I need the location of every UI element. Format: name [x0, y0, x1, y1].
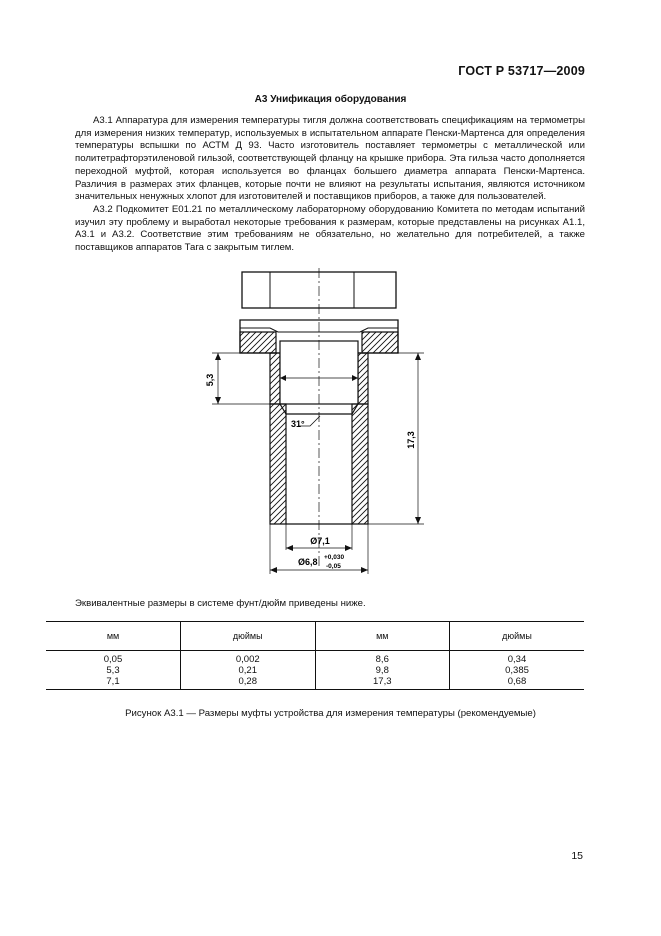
paragraph-a3-1: А3.1 Аппаратура для измерения температуры тигля должна соответствовать спецификациям на термометры для измерения низких температур, используемых в испытательном аппарате Пенски-Мартенса для определения температуры вспышки по АСТМ Д 93. Часто изготовитель поставляет термометры с металлической или политетрафторэтиленовой гильзой, соответствующей фланцу на крышке прибора. Эта гильза часто дополняется переходной муфтой, которая используется во фланцах большего диаметра аппарата Пенски-Мартенса. Различия в размерах этих фланцев, которые почти не влияют на результаты испытания, являются источником значительных ненужных хлопот для изготовителей и поставщиков приборов, а также для пользователей.: [75, 115, 585, 203]
table-cell: 8,6: [315, 651, 450, 666]
col-header-inch-2: дюймы: [450, 622, 585, 651]
page-number: 15: [571, 850, 583, 862]
table-header-row: [46, 622, 584, 651]
col-header-mm-2: мм: [315, 622, 450, 651]
standard-header: ГОСТ Р 53717—2009: [458, 64, 585, 78]
table-cell: 17,3: [315, 676, 450, 690]
figure-caption: Рисунок А3.1 — Размеры муфты устройства для измерения температуры (рекомендуемые): [125, 708, 536, 719]
col-header-mm-1: мм: [46, 622, 181, 651]
table-cell: 0,34: [507, 654, 527, 665]
equivalent-units-note: Эквивалентные размеры в системе фунт/дюйм приведены ниже.: [75, 598, 366, 609]
table-cell: 0,68: [450, 676, 585, 690]
dim-inner-diameter-label: Ø7,1: [310, 536, 330, 546]
table-cell: 9,8: [315, 665, 450, 676]
table-cell: 0,21: [181, 665, 316, 676]
table-cell: 0,385: [505, 665, 529, 676]
table-row: [46, 665, 584, 676]
table-cell: 5,3: [46, 665, 181, 676]
dim-5-3: [205, 353, 270, 404]
table-cell: 0,05: [46, 651, 181, 666]
dim-17-3: [368, 353, 424, 524]
equivalent-dimensions-table: [46, 621, 584, 690]
table-row: [46, 651, 584, 666]
col-header-inch-1: дюймы: [181, 622, 316, 651]
table-row: [46, 676, 584, 690]
tolerance-lower: -0,05: [326, 563, 341, 570]
coupling-drawing: [200, 268, 440, 578]
body-text: [75, 115, 585, 255]
dim-17-3-label: 17,3: [406, 431, 416, 449]
table-cell: 0,28: [181, 676, 316, 690]
tolerance-upper: +0,030: [324, 554, 345, 561]
dim-outer-diameter: [270, 524, 368, 574]
dim-5-3-label: 5,3: [205, 373, 215, 387]
table-cell: 0,002: [181, 651, 316, 666]
table-cell: 7,1: [46, 676, 181, 690]
dim-angle-label: 31°: [291, 419, 305, 429]
dim-angle: [291, 416, 320, 429]
dim-outer-diameter-label: Ø6,8: [298, 557, 318, 567]
paragraph-a3-2: А3.2 Подкомитет Е01.21 по металлическому лабораторному оборудованию Комитета по методам испытаний изучил эту проблему и выработал некоторые требования к размерам, которые представлены на рисунках А1.1, А3.1 и А3.2. Соответствие этим требованиям не обязательно, но желательно для потребителей, а также поставщиков аппаратов Тага с закрытым тиглем.: [75, 203, 585, 254]
section-title: А3 Унификация оборудования: [254, 94, 407, 105]
